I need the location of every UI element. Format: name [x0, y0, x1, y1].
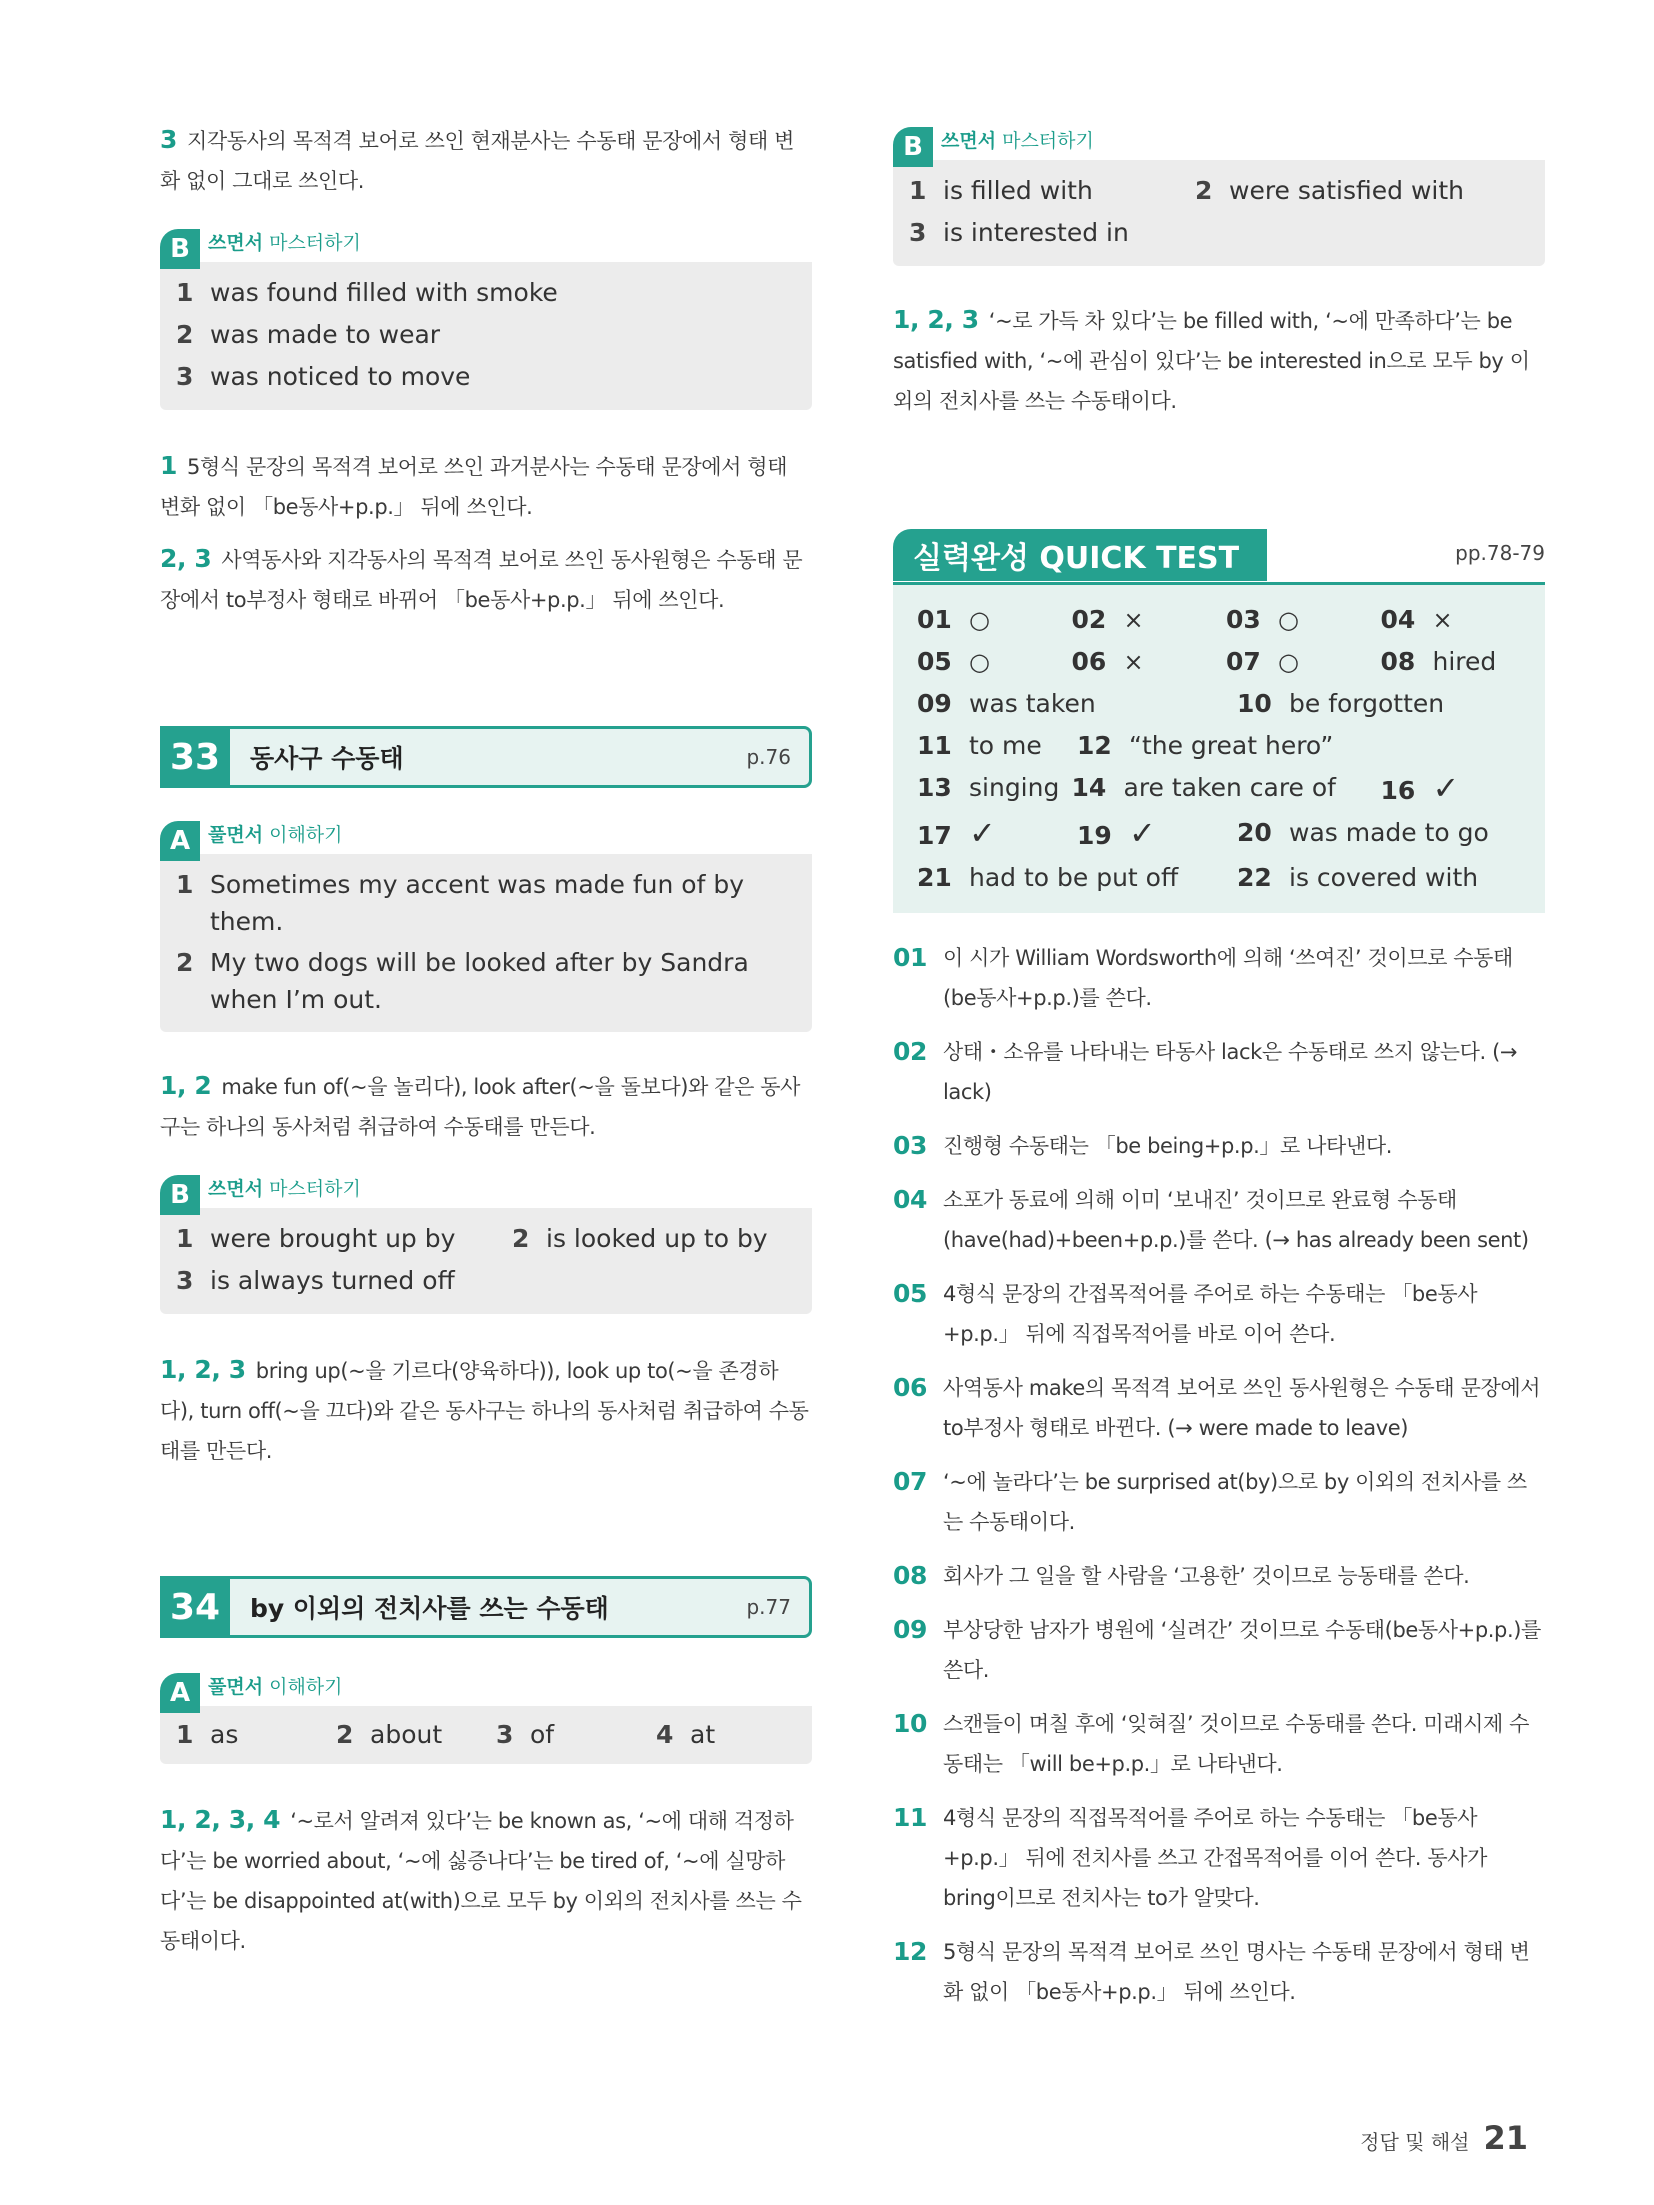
answer-item: 2 were satisfied with	[1195, 176, 1464, 205]
quick-test-item: 14 are taken care of	[1071, 773, 1336, 802]
a-section-33	[160, 820, 812, 1032]
explanation-item: 12 5형식 문장의 목적격 보어로 쓰인 명사는 수동태 문장에서 형태 변화 없이 「be동사+p.p.」 뒤에 쓰인다.	[893, 1937, 1530, 2004]
check-icon: ✓	[1129, 814, 1156, 852]
intro-note: 3 지각동사의 목적격 보어로 쓰인 현재분사는 수동태 문장에서 형태 변화 없이 그대로 쓰인다.	[160, 125, 795, 193]
quick-test-explanations	[893, 938, 1545, 2026]
answer-item: 1 is filled with	[909, 176, 1093, 205]
quick-test-item: 04 ×	[1380, 605, 1453, 634]
section-34-header	[160, 1576, 812, 1638]
answer-item: 1 as	[176, 1720, 239, 1749]
tag-label: 풀면서 이해하기	[208, 823, 343, 846]
answer-item: 2 is looked up to by	[512, 1224, 768, 1253]
quick-test-pages: pp.78-79	[1455, 541, 1545, 565]
section-tag	[893, 126, 1545, 160]
answer-item: 3 is always turned off	[176, 1266, 455, 1295]
tag-label: 쓰면서 마스터하기	[208, 231, 361, 254]
quick-test-item: 12 “the great hero”	[1077, 731, 1334, 760]
b-section-1	[160, 228, 812, 410]
quick-test-item: 07 ○	[1226, 647, 1299, 676]
explanation-item: 02 상태・소유를 나타내는 타동사 lack은 수동태로 쓰지 않는다. (→ lack)	[893, 1037, 1518, 1104]
answer-item: 3 of	[496, 1720, 555, 1749]
quick-test-item: 13 singing	[917, 773, 1060, 802]
section-tag	[160, 820, 812, 854]
section-tag	[160, 1174, 812, 1208]
quick-test-item: 03 ○	[1226, 605, 1299, 634]
section-page: p.77	[746, 1595, 791, 1619]
answer-box	[160, 262, 812, 410]
answer-item: 2 was made to wear	[176, 320, 441, 349]
quick-test-item: 10 be forgotten	[1237, 689, 1445, 718]
answer-item: 2 about	[336, 1720, 443, 1749]
answer-item: 4 at	[656, 1720, 716, 1749]
section-title: by 이외의 전치사를 쓰는 수동태	[250, 1594, 609, 1623]
tag-label: 풀면서 이해하기	[208, 1675, 343, 1698]
quick-test-item: 09 was taken	[917, 689, 1096, 718]
page-number: 21	[1483, 2119, 1528, 2157]
explanation-note: 2, 3 사역동사와 지각동사의 목적격 보어로 쓰인 동사원형은 수동태 문장에서 to부정사 형태로 바뀌어 「be동사+p.p.」 뒤에 쓰인다.	[160, 544, 803, 612]
b-section-33	[160, 1174, 812, 1314]
answer-item: 1 Sometimes my accent was made fun of by	[176, 870, 744, 899]
quick-test-answers	[893, 585, 1545, 913]
tag-letter: B	[160, 229, 200, 269]
tag-letter: A	[160, 1673, 200, 1713]
explanation-item: 03 진행형 수동태는 「be being+p.p.」로 나타낸다.	[893, 1131, 1392, 1160]
page-footer	[1360, 2119, 1528, 2157]
check-icon: ✓	[969, 814, 996, 852]
section-number: 33	[160, 726, 230, 788]
check-icon: ✓	[1432, 769, 1460, 807]
tag-letter: B	[160, 1175, 200, 1215]
tag-label: 쓰면서 마스터하기	[208, 1177, 361, 1200]
answer-box	[893, 160, 1545, 266]
explanation-note: 1, 2, 3, 4 ‘~로서 알려져 있다’는 be known as, ‘~에 대해 걱정하다’는 be worried about, ‘~에 싫증나다’는 be tired of, ‘~에 실망하다’는 be disappointed at(with)으로 모두 by 이외의 전치사를 쓰는 수동태이다.	[160, 1805, 802, 1953]
quick-test-item: 06 ×	[1071, 647, 1144, 676]
explanation-item: 07 ‘~에 놀라다’는 be surprised at(by)으로 by 이외의 전치사를 쓰는 수동태이다.	[893, 1467, 1527, 1534]
answer-item: 1 were brought up by	[176, 1224, 456, 1253]
answer-item: 3 was noticed to move	[176, 362, 471, 391]
explanation-item: 08 회사가 그 일을 할 사람을 ‘고용한’ 것이므로 능동태를 쓴다.	[893, 1561, 1470, 1590]
quick-test-item: 22 is covered with	[1237, 863, 1479, 892]
answer-box	[160, 1208, 812, 1314]
section-number: 34	[160, 1576, 230, 1638]
explanation-item: 09 부상당한 남자가 병원에 ‘실려간’ 것이므로 수동태(be동사+p.p.)를 쓴다.	[893, 1615, 1541, 1682]
explanation-item: 05 4형식 문장의 간접목적어를 주어로 하는 수동태는 「be동사+p.p.」 뒤에 직접목적어를 바로 이어 쓴다.	[893, 1279, 1478, 1346]
explanation-note: 1, 2, 3 ‘~로 가득 차 있다’는 be filled with, ‘~에 만족하다’는 be satisfied with, ‘~에 관심이 있다’는 be interested in으로 모두 by 이외의 전치사를 쓰는 수동태이다.	[893, 305, 1530, 413]
b-section-top	[893, 126, 1545, 266]
quick-test-item: 01 ○	[917, 605, 990, 634]
tag-letter: B	[893, 127, 933, 167]
explanation-item: 10 스캔들이 며칠 후에 ‘잊혀질’ 것이므로 수동태를 쓴다. 미래시제 수동태는 「will be+p.p.」로 나타낸다.	[893, 1709, 1530, 1776]
explanation-note: 1 5형식 문장의 목적격 보어로 쓰인 과거분사는 수동태 문장에서 형태 변화 없이 「be동사+p.p.」 뒤에 쓰인다.	[160, 451, 788, 519]
answer-box	[160, 1706, 812, 1764]
quick-test-item: 20 was made to go	[1237, 818, 1489, 847]
section-tag	[160, 228, 812, 262]
a-section-34	[160, 1672, 812, 1764]
answer-item: 1 was found filled with smoke	[176, 278, 558, 307]
explanation-item: 04 소포가 동료에 의해 이미 ‘보내진’ 것이므로 완료형 수동태(have(had)+been+p.p.)를 쓴다. (→ has already been sent)	[893, 1185, 1529, 1252]
answer-box: 1 Sometimes my accent was made fun of by them. 2 My two dogs will be looked after by Sandra when I’m out.	[160, 854, 812, 1032]
section-33-header	[160, 726, 812, 788]
section-page: p.76	[746, 745, 791, 769]
quick-test-item: 17 ✓	[917, 814, 996, 852]
answer-item: 2 My two dogs will be looked after by Sandra	[176, 948, 749, 977]
quick-test-header	[893, 524, 1545, 585]
quick-test-item: 21 had to be put off	[917, 863, 1179, 892]
quick-test-title: 실력완성 QUICK TEST	[893, 529, 1267, 581]
quick-test-item: 02 ×	[1071, 605, 1144, 634]
tag-letter: A	[160, 821, 200, 861]
explanation-item: 11 4형식 문장의 직접목적어를 주어로 하는 수동태는 「be동사+p.p.」 뒤에 전치사를 쓰고 간접목적어를 이어 쓴다. 동사가 bring이므로 전치사는 to가 알맞다.	[893, 1803, 1488, 1910]
quick-test	[893, 524, 1545, 913]
quick-test-item: 16 ✓	[1380, 769, 1460, 807]
b1-notes	[160, 446, 812, 620]
answer-item: 3 is interested in	[909, 218, 1129, 247]
quick-test-item: 11 to me	[917, 731, 1042, 760]
quick-test-item: 08 hired	[1380, 647, 1497, 676]
section-tag	[160, 1672, 812, 1706]
explanation-note: 1, 2 make fun of(~을 놀리다), look after(~을 돌보다)와 같은 동사구는 하나의 동사처럼 취급하여 수동태를 만든다.	[160, 1071, 801, 1139]
explanation-item: 01 이 시가 William Wordsworth에 의해 ‘쓰여진’ 것이므로 수동태(be동사+p.p.)를 쓴다.	[893, 943, 1513, 1010]
quick-test-item: 05 ○	[917, 647, 990, 676]
footer-label: 정답 및 해설	[1360, 2130, 1470, 2154]
explanation-note: 1, 2, 3 bring up(~을 기르다(양육하다)), look up to(~을 존경하다), turn off(~을 끄다)와 같은 동사구는 하나의 동사처럼 취급하여 수동태를 만든다.	[160, 1355, 809, 1463]
section-title: 동사구 수동태	[250, 744, 404, 773]
explanation-item: 06 사역동사 make의 목적격 보어로 쓰인 동사원형은 수동태 문장에서 to부정사 형태로 바뀐다. (→ were made to leave)	[893, 1373, 1541, 1440]
quick-test-item: 19 ✓	[1077, 814, 1156, 852]
tag-label: 쓰면서 마스터하기	[941, 129, 1094, 152]
